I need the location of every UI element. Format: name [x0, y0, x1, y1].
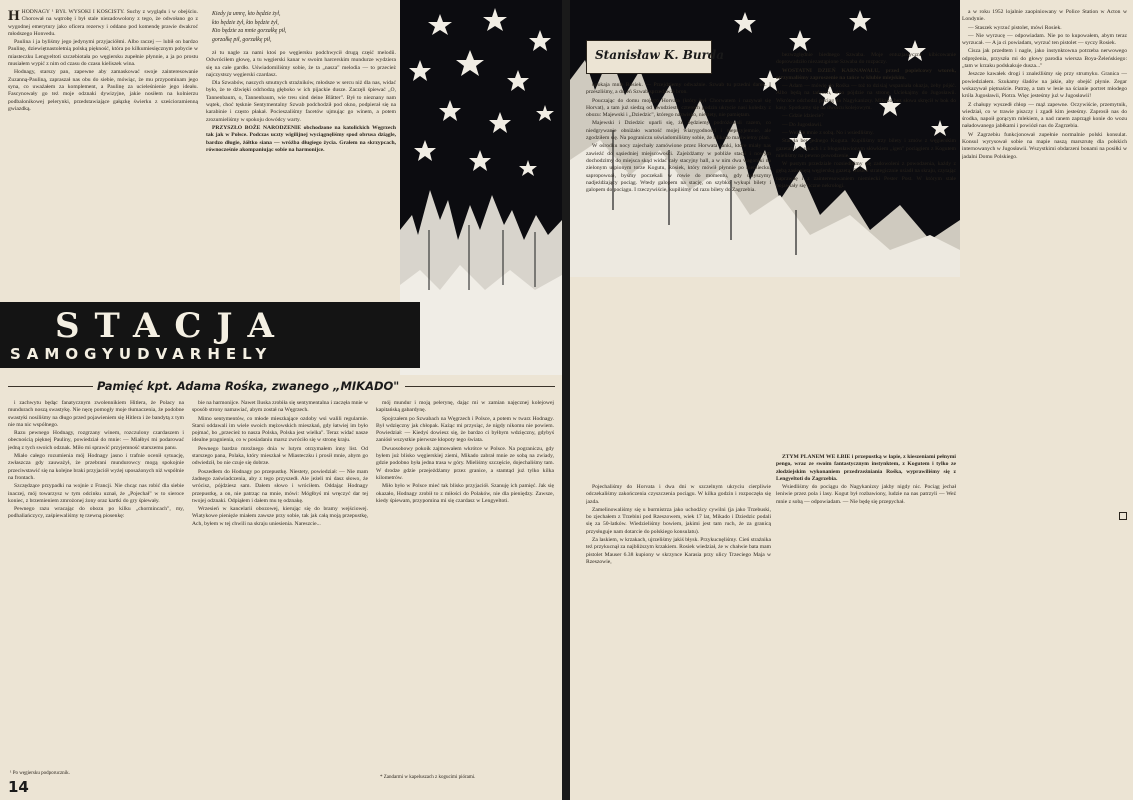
- article-column-right-top: [962, 9, 1127, 512]
- paragraph: i zachwytu będąc fanatycznym zwolennikiem Hitlera, że Polacy na mundurach noszą swastykę. Nie nęcę pomogły moje tłumaczenia, że podobne swastyki nosiliśmy na długo przed pojawieniem się Hitlera i że bandytą z tym nie ma nic wspólnego.: [8, 400, 184, 428]
- paragraph: W pustym przedziale rozsiedliśmy się zadowoleni z powodzenia, każdy z gębą zasłoniętą węgierską gazetą. Rosiek strategicznie usiadł na skraju, czytając naprawdę i z zainteresowaniem niemiecki Pester Post. W którym stale pojawiały się liczne nekrologi.: [776, 161, 956, 190]
- paragraph: Pouczając do domu mojego Horvata (który był Chorwatem i nazywał się Horvat), a tam już siedzą od dwudziestu czterech godzin ukrycie nasi koledzy z obozu: Majewski i „Dziedzic", którego nazwisko, niestety, nie pamiętam.: [586, 97, 771, 119]
- winter-night-photo: [400, 0, 562, 375]
- paragraph: W Zagrzebiu funkcjonował zupełnie normalnie polski konsulat. Konsul wyrysował sobie na mapie naszą marszrutę dla polskich internowanych w Jugosławii. Wszystkimi obdarzeni bonami na posiłki w jadalni Domu Polskiego.: [962, 131, 1127, 160]
- paragraph: WOSTATNI DZIEŃ KARNAWAŁU, przed popielcowy wtorek, otrzymaliśmy zaproszenie na tańce w klubie miejskim.: [776, 67, 956, 81]
- article-title-subline: SAMOGYUDVARHELY: [10, 345, 273, 363]
- paragraph: HODNAGY ¹ BYŁ WYSOKI I KOŚCISTY. Suchy z wyglądu i w obejściu. Chorował na wątrobę i był stale niezadowolony z tego, że odwołano go z wygodnej emerytury jako oficera rezerwy i oddano pod komendę prawie dwakroć młodszego Honvedu.: [8, 9, 198, 37]
- paragraph: Cisza jak przedtem i nagle, jako instynktowna potrzeba nerwowego odprężenia, przyszła mi do głowy parodia wiersza Boya-Żeleńskiego: „tam w krzaku podskakuje dusza...": [962, 48, 1127, 70]
- article-column-bottom-left: [586, 484, 771, 789]
- paragraph: — Nie wyrzucę — odpowiadam. Nie po to kupowałem, abym teraz wyrzucał. — A ja ci powiadam, wyrzuć ten pistolet — syczy Rosiek.: [962, 32, 1127, 47]
- footnote: * Zandarmi w kapeluszach z kogucimi piórami.: [380, 775, 476, 780]
- paragraph: ZTYM PLANEM WE ŁBIE i przepustką w łapie, z kieszeniami pełnymi pengo, wraz ze swoim fantastycznym instynktem, z Kogutem i tylko ze złodziejskim wykonaniem przedrzeźniania Rośka, wyprawiliśmy się z Lengyeltoti do Zagrzebia.: [776, 454, 956, 482]
- left-magazine-page: [0, 0, 562, 800]
- author-plate: [586, 40, 725, 74]
- author-name: Stanisław K. Burda: [595, 48, 725, 62]
- paragraph: Pojechaliśmy do Horvata i dwa dni w szczelnym ukryciu cierpliwie odczekaliśmy zakończenia czyszczenia pociągu. W kilka godzin i rozpoczęła się jazda.: [586, 484, 771, 505]
- paragraph: Dla Szwabów, naszych smutnych strażników, młodsze w sercu niż dla nas, widać było, że te dźwięki odchodzą głęboko w ich pijackie dusze. Zaczęli śpiewać „O, Tannenbaum, o, Tannenbaum, wie treu sind deine Blätter". Był to nieznany nam wątek, choć tęsknie Sentymentalny Szwab podchodził pod okno, podpierał się na karabinie i często płakał. Pocieszaliśmy facetów ujmując go winem, a potem zrozumieliśmy w spokoju dowódcy warty.: [206, 80, 396, 123]
- article-column-mid-1: [586, 82, 771, 482]
- article-column-top-1: [8, 9, 198, 299]
- paragraph: bezwzględnie biednego Szwaba. Moje entuzjastyczne kibicowanie doprowadziło niezastąpione Szwaba do rozpaczy.: [776, 52, 956, 66]
- paragraph: Majewski i Dziedzic uparli się, że będziemy podróżowali razem, co niedgrywanie obniżało wartość mojej wiarygodności i nieprzyjemnie, ale zgodziłem się. Na pograniczu uświadomiliśmy sobie, że Mikado ma świetny plan.: [586, 120, 771, 142]
- paragraph: Szczędzące przypadki na wojnie z Francji. Nie chcąc nas robić dla siebie inaczej, mój towarzysz w tym odcinku uznał, że „Pojechał" w to sieroce koniec, z brzemieniem zmrożonej żony oraz kartki do gry śpiewały.: [8, 483, 184, 504]
- paragraph: upokaja mnie Rosiek. — Przejdziemy odważnie. Szwab tu przedni darek. I przeszliśmy, a dureń Szwab sprzedawał bron.: [586, 82, 771, 96]
- article-column-bottom-2: [192, 400, 368, 770]
- paragraph: mój mundur i moją pelerynę, dając mi w zamian najęcznej kolejowej kapitańską gabardynę.: [376, 400, 554, 414]
- paragraph: Wsiedliśmy do pociągu do Nagykanizsy jakby nigdy nic. Pociąg jechał leniwie przez pola i lasy. Kogut był rozbawiony, ludzie na nas patrzyli — Weź mnie z sobą — odpowiadam. — Nie będę się przepychał.: [776, 484, 956, 505]
- subtitle-rule-left: [8, 386, 93, 387]
- article-title: STACJA: [55, 306, 289, 346]
- paragraph: Miało całego rozumienia mój Hodnagy jasno i trafnie ocenił sytuację, zwłaszcza gdy zauważył, że przebrani mundurowcy mogą spokojnie przeciwstawić się na kolejne braki przyjaciół wyżej uposażonych niż wspólnie na frontach.: [8, 453, 184, 481]
- page-number: 14: [8, 778, 29, 796]
- article-end-mark: [1119, 512, 1127, 520]
- paragraph: a w roku 1952 lojalnie zaopiniowany w Police Station w Acton w Londynie.: [962, 9, 1127, 23]
- article-column-bottom-1: [8, 400, 184, 770]
- article-column-top-2: [206, 50, 396, 299]
- article-column-bottom-mid: [776, 454, 956, 789]
- paragraph: Miło było w Polsce mieć tak blisko przyjaciół. Szanuję ich pamięć. Jak się okazało, Hodnagy zrobił to z miłości do Polaków, nie dla pieniędzy. Zawsze, kiedy śpiewam, przypomina mi się czardasz w Lengyeltoti.: [376, 483, 554, 504]
- paragraph: Jeszcze kawałek drogi i znaleźliśmy się przy strumyku. Granica — powiedziałem. Szukamy śladów na jakie, aby obejść płynie. Zegar wskazywał piętnaście. Patrzę, a tam w lesie na ścianie portret młodego króla Jugosławii, Piotra. Więc jesteśmy już w Jugosławii!: [962, 71, 1127, 100]
- paragraph: Poszedłem do Hodnagy po przepustkę. Niestety, powiedział: — Nie mam żadnego zaświadczenia, aby z tego przyszedł. Ale jeżeli mi dasz słowo, że wrócisz, pójdziesz sam. Dałem słowo i wróciłem. Oddając Hodnagy przepustkę, a on, nie patrząc na mnie, mówi: Mógłbyś mi wręczyć dar tej twojej odznaki. Odpiąłem i dałem mu tę odznakę.: [192, 468, 368, 504]
- paragraph: Hodnagy, starszy pan, zapewne aby zamaskować swoje zainteresowanie Zuzanną-Pauliną, zapraszał nas obu do siebie, mówiąc, że mu przypominam jego syna, co uważałem za komplement, a Paulinę za ucieleśnienie jego ideału. Fascynowały go też moje odznaki dywizyjne, jakie nosiłem na kolnierzu podbalonikowej pelerynki, przedstawiające gałązkę świerku z sześcioramienną gwiazdką.: [8, 69, 198, 112]
- paragraph: Z chałupy wyszedł chłop — mąż zapewne. Oczywiście, przemytnik, wiedział, co w trawie piszczy i zgadł kim jesteśmy. Zaprosił nas do środka, napoił gorącym mlekiem, a nad ranem zaprzągł konie do wozu naładowanego jabłkami i powiózł nas do Zagrzebia.: [962, 101, 1127, 130]
- paragraph: Pewnego razu wracając do obozu po kilku „chormincach", my, podhaliańczycy, zaśpiewaliśmy tę rzewną piosenkę:: [8, 506, 184, 520]
- poem-epigraph: [212, 10, 382, 44]
- paragraph: Dwuosobowy pokoik zajmowałem wkrótce w Polsce. Na pograniczu, gdy byłem już blisko węgierskiej ziemi, Mikado zabrał mnie ze sobą na zwiady, gdzie podobno była jedna trasa w góry. Mieliśmy szczęście, dojechaliśmy tam. W drodze gdzie przejeżdżamy przez granice, a stamtąd już tylko kilka kilometrów.: [376, 445, 554, 481]
- article-column-mid-2: [776, 52, 956, 452]
- right-magazine-page: [570, 0, 1133, 800]
- paragraph: Paulina i ja byliśmy jego jedynymi przyjaciółmi. Albo raczej — lubił on bardzo Paulinę, dziewiętnastoletnią polską piękność, która po kilkumiesięcznym pobycie w miasteczku Lengyeltoti szczebiotała po węgiersku zupełnie płynnie, a ja po prostu musiałem wypić z nim od czasu do czasu kieliszek wina.: [8, 39, 198, 68]
- paragraph: — Weźcie mnie z sobą. No i wsiedliśmy.: [782, 129, 874, 136]
- drop-cap: H: [8, 9, 20, 24]
- poem-line: Kiedy ja umrę, kto będzie żył,: [212, 11, 281, 17]
- paragraph: W ośrodku nocy zajechały zamówione przez Horwata sanki, które miały nas zawieźć do sąsiedniej miejscowości. Zajeżdżamy w pobliże stacji i nowym dochodzimy do miejsca skąd widać cały stacyjny hall, a w nim dwa wagoniki na zielonym uśpionym torze Kogutu, Rosiek, który mówił płynnie po niemiecku, sapropowoał, byśmy poczekali w rowie do momentu, gdy usłyszymy nadjeżdżający pociąg. Wtedy galopem na stację, on szybko wykupi bilety i galopem do pociągu. I rzeczywiście, kupiliśmy od razu bilety do Zagrzebia.: [586, 143, 771, 194]
- paragraph: — Do Jugosławii.: [782, 121, 823, 128]
- paragraph: — Gdzie idziecie?: [782, 113, 824, 120]
- paragraph: Wrzesień w kancelarii obozowej, kierując się do bramy wejściowej. Wiatykowe pienięże miałem zawsze przy sobie, tak jak całą moją przepustkę, Ach, byłem w tej chwili na skraju uniesienia. Nareszcie...: [192, 506, 368, 527]
- paragraph: Razu pewnego Hodnagy, rozgrzany winem, rozczulony czardaszem i obecnością pięknej Pauliny, powiedział do mnie: — Miałbyś mi podarować jedną z tych swoich odznak. Miło mi sprawić przyjemność starszemu panu.: [8, 430, 184, 451]
- article-column-bottom-3: [376, 400, 554, 770]
- paragraph: Pewnego bardzo mroźnego dnia w lutym otrzymałem inny list. Od starszego pana, Polaka, który mieszkał w Miasteczku i prosił mnie, abym go odwiedził, bo nie czuje się dobrze.: [192, 445, 368, 467]
- paragraph: Spojrzałem po Szwabach na Węgrzech i Polsce, a potem w twarz Hodnagy. Był wdzięczny jak chłopak. Każąc mi przysiąc, że nigdy nikomu nie powiem. Powiedział: — Kiedyś dowiesz się, że bardzo ci byłbym wdzięczny, gdybyś zaniósł wszystkie pierwsze kłopoty tego świata.: [376, 415, 554, 444]
- paragraph: Staryła ber jednego Koguta. Kupiliśmy trzy bilety i zmów z węgierskim gazetami w rękach i z błogosławionym słówkiem „igen" pociągiem z Kogutem mieliśmy na pewno powodzenie.: [776, 138, 956, 159]
- paragraph: Za laskiem, w krzakach, ujrzeliśmy jakiś błysk. Przykucnęliśmy. Cień strażnika też przykucnął za najbliższym krzakiem. Rosiek wiedział, że w chałwie bata mam pistolet Mauser 6.38 kupiony w skrzynce Karasia przy ulicy Trzeciego Maja w Rzeszowie,: [586, 537, 771, 565]
- poem-line: Kto będzie za mnie gorzałkę pił,: [212, 28, 287, 34]
- subtitle-rule-right: [405, 386, 555, 387]
- paragraph: bie na harmonijce. Nawet Iluska zrobiła się sentymentalna i zaczęła mnie w sposób strony namawiać, abym został na Węgrzech.: [192, 400, 368, 414]
- footnote: ¹ Po węgiersku podporucznik.: [10, 771, 70, 776]
- poem-line: kto będzie żył, kto będzie żył,: [212, 19, 279, 26]
- poem-line: gorzałkę pił, gorzałkę pił,: [212, 36, 272, 43]
- paragraph: PRZYSZŁO BOŻE NARODZENIE obchodzone na katolickich Węgrzech tak jak w Polsce. Podczas uczty wigilijnej wyciągnęliśmy spod obrusa dziągle, bardzo długie, żółtko siana — wróżba długiego życia. Grałem na skrzypcach, równocześnie akompaniując sobie na harmonijce.: [206, 124, 396, 153]
- article-subtitle: Pamięć kpt. Adama Rośka, zwanego „MIKADO": [97, 379, 400, 393]
- paragraph: Zamelinowaliśmy się u burmistrza jako uchodźcy cywilni (ja jako Trzebuski, bo zjechałem z Trzebini pod Rzeszowem, wiek 17 lat, Mikado i Dziedzic podali się za 50-latków. Wiedzieliśmy bowiem, jakimi jest tam ruch, że za granicą przysługuje nam dotarcie do polskiego konsulatu).: [586, 506, 771, 535]
- paragraph: — Staszek wyrzuć pistolet, mówi Rosiek.: [968, 24, 1062, 31]
- paragraph: Mimo sentymentów, co młode mieszkające ozdoby wsi walili regularnie. Starsi oddawali im wiele swoich mężowskich mieszkań, gdy łatwiej im było pojmać, bo „przecież to nasza Polska, Polska jest wielka". Teraz widać nasze idealne pragnienia, co w posiadaniu marsz zwróciło się w stronę kraju.: [192, 415, 368, 444]
- paragraph: — Adam — mówię do Rośka — toż to dzisiaj wspaniała okazja, żeby pójść. Albo będą na tańcach, albo pójdzie na stronę. Uciekajmy do Jugosławii. Wkrótce odchodzi pociąg do Nagykanizsy. Mikado bez słowa skręcił w bok do kasy. Spotkamy się na dworcu kolejowym.: [776, 83, 956, 112]
- paragraph: zł tu nagle za nami ktoś po węgiersku podchwycił drugą część melodii. Odwróciłem głowę, a tu węgierski kanar w swoim harcerskim mundurze wydziera się na całe gardło. Uświadomiliśmy sobie, że ta „nasza" melodia — to przecież najczystszy węgierski czardasz.: [206, 50, 396, 78]
